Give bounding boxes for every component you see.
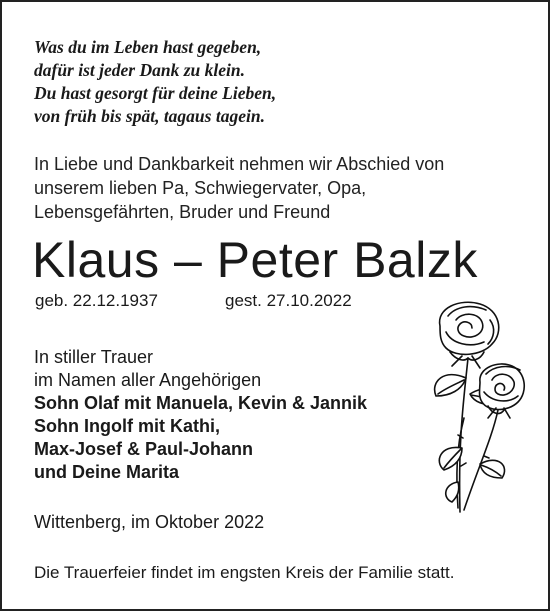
family-line: und Deine Marita [34, 462, 180, 482]
deceased-name: Klaus – Peter Balzk [32, 232, 478, 288]
farewell-intro [34, 152, 444, 224]
mourning-line: im Namen aller Angehörigen [34, 370, 262, 390]
birth-date: geb. 22.12.1937 [35, 291, 158, 310]
memorial-poem [34, 36, 276, 128]
mourning-line: In stiller Trauer [34, 347, 154, 367]
funeral-notice: Die Trauerfeier findet im engsten Kreis der Familie statt. [34, 563, 455, 582]
roses-illustration-icon [400, 298, 530, 518]
place-and-date: Wittenberg, im Oktober 2022 [34, 512, 265, 532]
life-dates [35, 290, 352, 312]
poem-line: von früh bis spät, tagaus tagein. [34, 106, 265, 126]
poem-line: Du hast gesorgt für deine Lieben, [34, 83, 277, 103]
family-line: Sohn Ingolf mit Kathi, [34, 416, 220, 436]
intro-line: Lebensgefährten, Bruder und Freund [34, 202, 331, 222]
death-date: gest. 27.10.2022 [225, 291, 352, 310]
intro-line: In Liebe und Dankbarkeit nehmen wir Abschied von [34, 154, 445, 174]
mourners-block [34, 346, 367, 484]
intro-line: unserem lieben Pa, Schwiegervater, Opa, [34, 178, 367, 198]
poem-line: Was du im Leben hast gegeben, [34, 37, 262, 57]
family-line: Max-Josef & Paul-Johann [34, 439, 254, 459]
poem-line: dafür ist jeder Dank zu klein. [34, 60, 245, 80]
family-line: Sohn Olaf mit Manuela, Kevin & Jannik [34, 393, 368, 413]
